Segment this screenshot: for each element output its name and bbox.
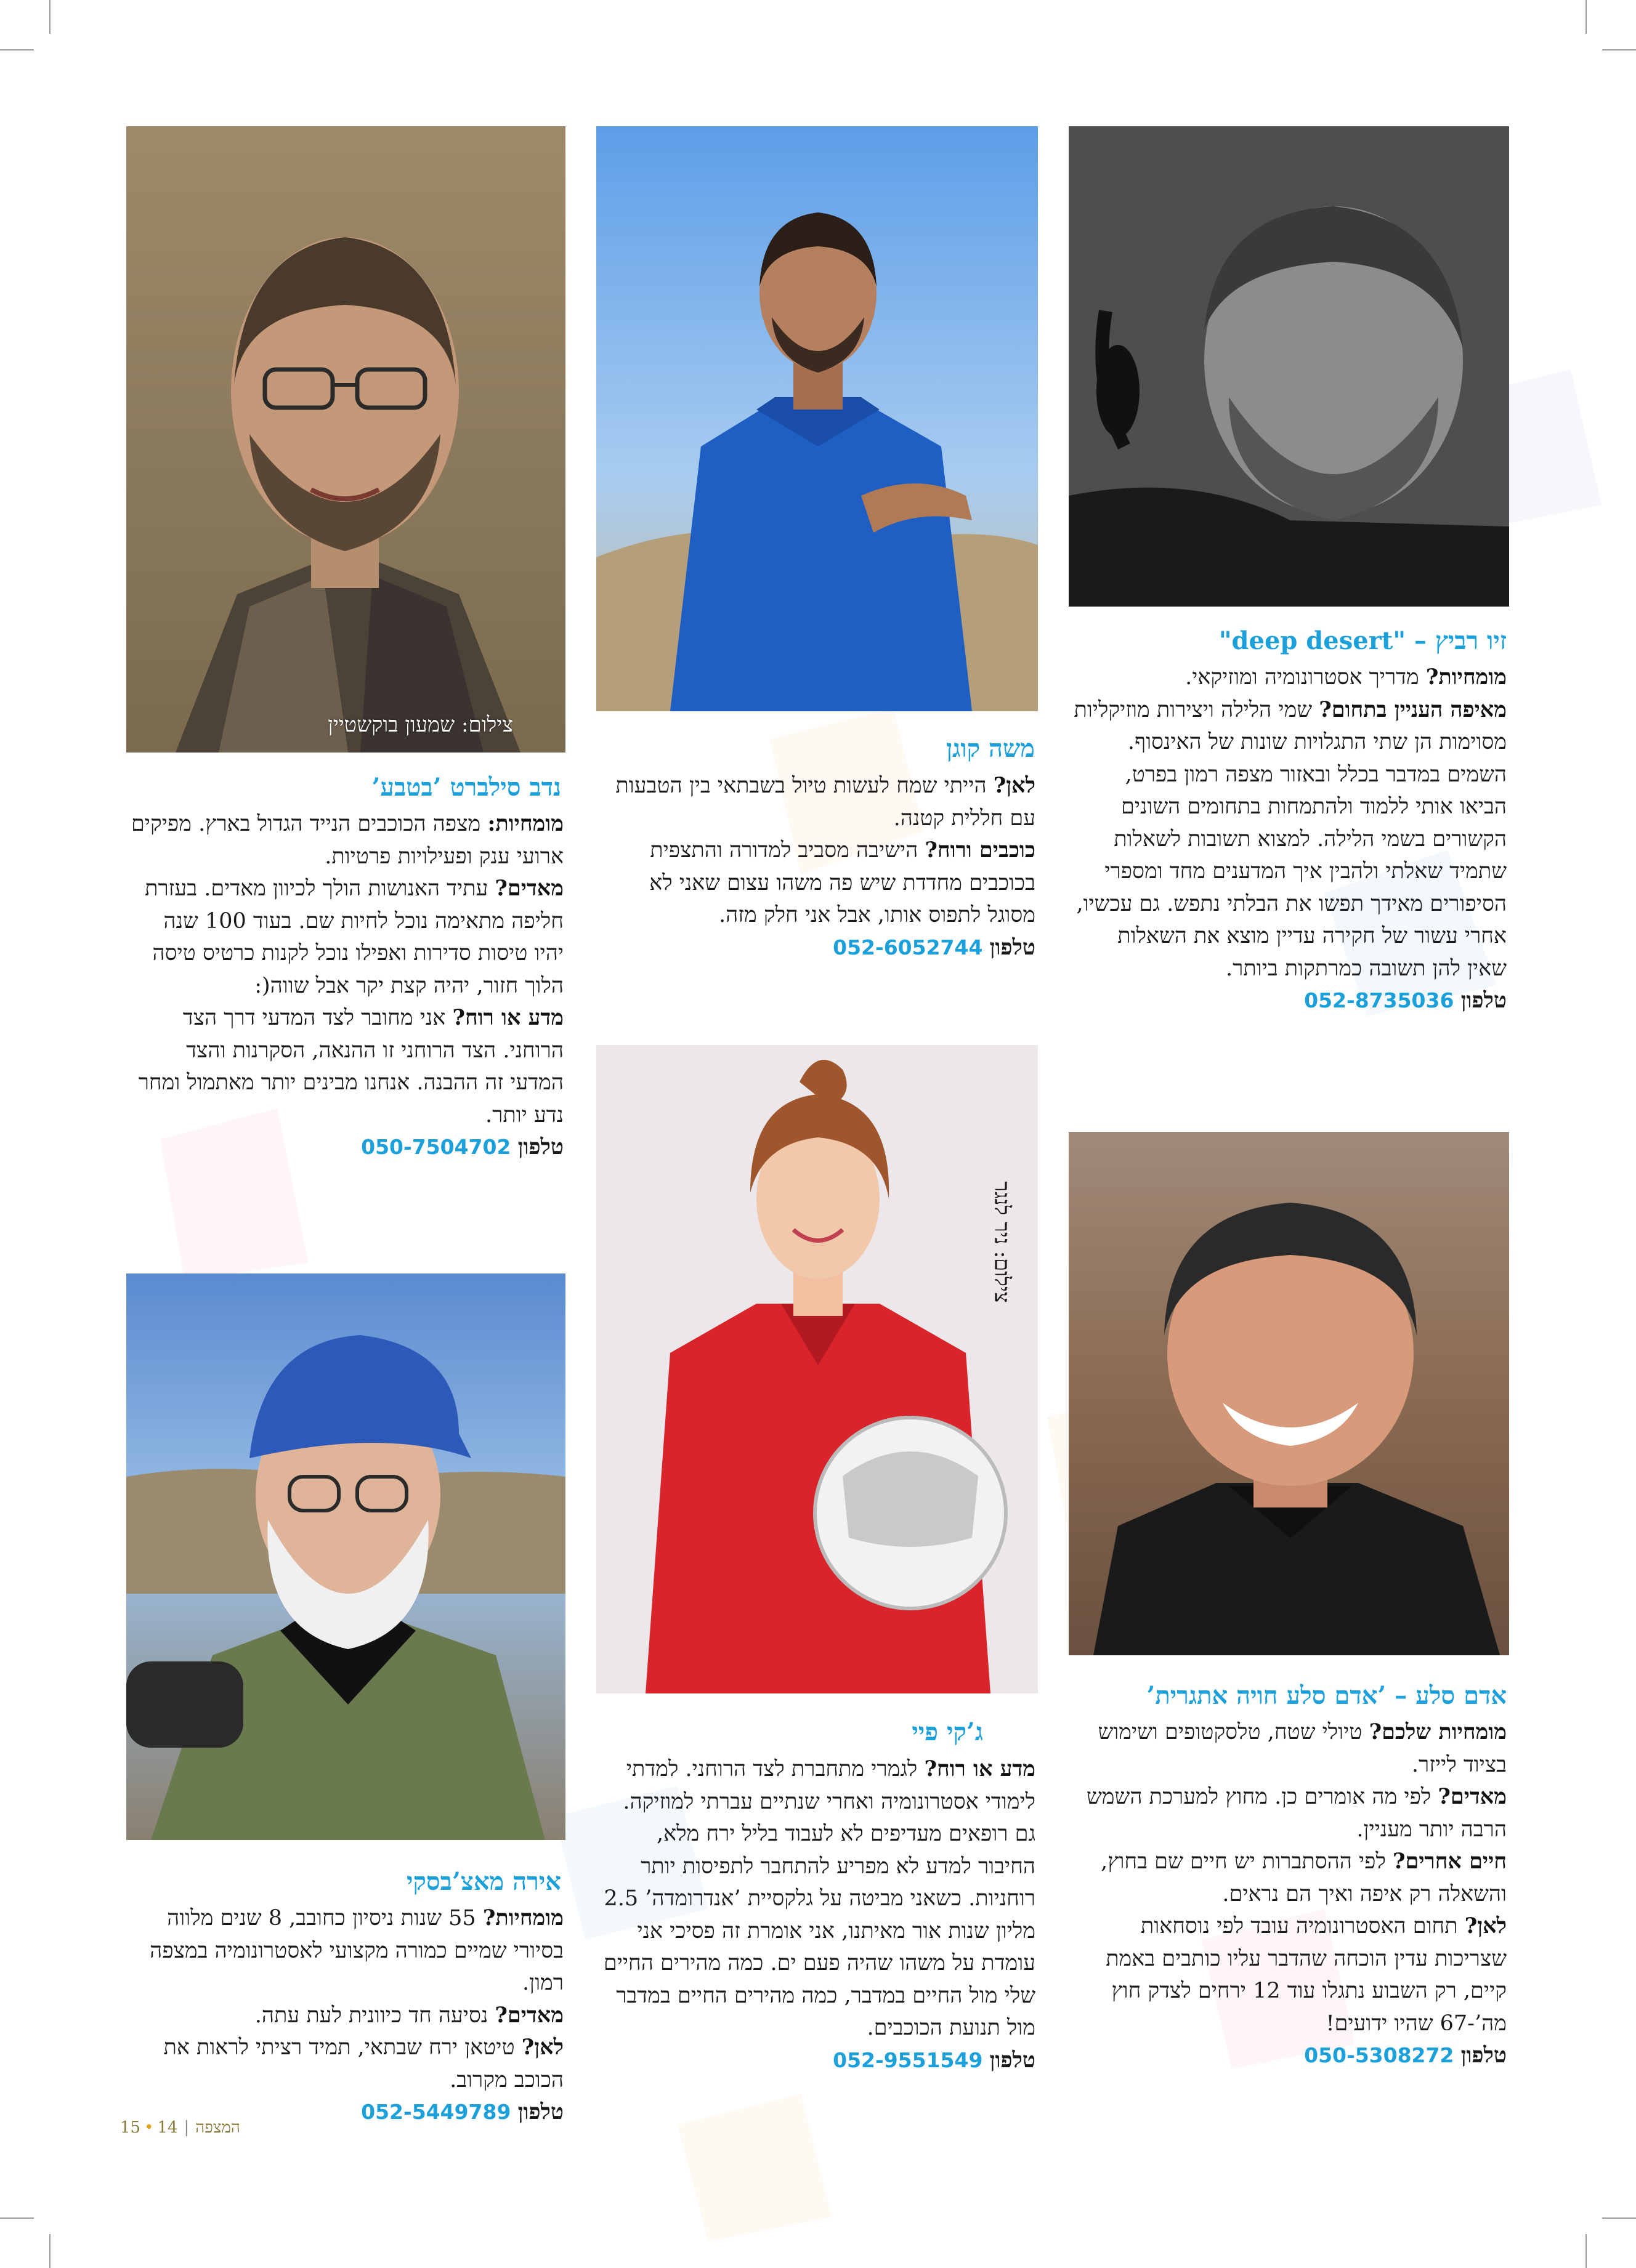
adam-text-1: טיולי שטח, טלסקטופים ושימוש בציוד לייזר.: [1098, 1720, 1507, 1777]
jackie-body: [601, 1753, 1035, 2076]
adam-phone-label: טלפון: [1460, 2043, 1507, 2068]
crop-mark: [49, 2234, 51, 2268]
adam-text-2: לפי מה אומרים כן. מחוץ למערכת השמש הרבה יותר מעניין.: [1087, 1785, 1507, 1842]
nadav-text-2: עתיד האנושות הולך לכיוון מאדים. בעזרת חליפה מתאימה נוכל לחיות שם. בעוד 100 שנה יהיו טיסות סדירות ואפילו נוכל לקנות כרטיס טיסה הלוך חזור, יהיה קצת יקר אבל שווה(:: [145, 876, 564, 998]
nadav-phone: 050-7504702: [361, 1135, 511, 1159]
ira-body: [129, 1902, 564, 2129]
adam-phone: 050-5308272: [1304, 2043, 1454, 2067]
crop-mark: [0, 49, 34, 50]
moshe-body: [601, 770, 1035, 964]
adam-body: [1072, 1716, 1507, 2072]
nadav-label-1: מומחיות:: [487, 811, 564, 836]
ira-label-2: מאדים?: [495, 2002, 564, 2028]
moshe-label-2: כוכבים ורוח?: [925, 837, 1035, 863]
crop-mark: [1602, 49, 1636, 50]
ira-phone-label: טלפון: [517, 2099, 564, 2125]
ziv-phone: 052-8735036: [1304, 988, 1454, 1012]
ira-text-3: טיטאן ירח שבתאי, תמיד רציתי לראות את הכוכב מקרוב.: [163, 2035, 564, 2092]
nadav-photo-credit: צילום: שמעון בוקשטיין: [328, 712, 513, 737]
adam-label-4: לאן?: [1464, 1913, 1507, 1939]
ziv-label-1: מומחיות?: [1425, 664, 1507, 690]
crop-mark: [0, 2218, 34, 2219]
adam-label-2: מאדים?: [1438, 1784, 1507, 1809]
moshe-photo: [596, 126, 1038, 711]
ziv-text-1: מדריך אסטרונומיה ומוזיקאי.: [1185, 665, 1426, 690]
nadav-phone-label: טלפון: [517, 1134, 564, 1160]
jackie-photo: [596, 1045, 1038, 1693]
ziv-photo: [1069, 126, 1509, 607]
ira-label-1: מומחיות?: [482, 1905, 564, 1931]
adam-name: אדם סלע – ’אדם סלע חויה אתגרית’: [1146, 1681, 1507, 1710]
ziv-phone-label: טלפון: [1460, 988, 1507, 1013]
ira-label-3: לאן?: [521, 2035, 564, 2060]
ziv-body: [1072, 661, 1507, 1017]
jackie-photo-credit: צילום: ניר לנגר: [989, 1181, 1014, 1303]
ziv-name: זיו רביץ – "deep desert": [1218, 626, 1507, 655]
adam-photo: [1069, 1132, 1509, 1655]
ira-text-1: 55 שנות ניסיון כחובב, 8 שנים מלווה בסיורי שמיים כמורה מקצועי לאסטרונומיה במצפה רמון.: [150, 1906, 564, 1995]
adam-text-3: לפי ההסתברות יש חיים שם בחוץ, והשאלה רק איפה ואיך הם נראים.: [1101, 1849, 1507, 1907]
moshe-label-1: לאן?: [993, 773, 1035, 798]
ziv-name-english: "deep desert": [1218, 626, 1406, 655]
nadav-label-2: מאדים?: [495, 876, 564, 901]
moshe-phone-label: טלפון: [989, 934, 1035, 960]
nadav-photo: [126, 126, 565, 753]
ira-name: אירה מאצ’בסקי: [407, 1867, 561, 1896]
ira-phone: 052-5449789: [361, 2100, 511, 2124]
ira-text-2: נסיעה חד כיוונית לעת עתה.: [254, 2003, 495, 2028]
footer-page-left: 14: [157, 2118, 178, 2137]
nadav-name: נדב סילברט ’בטבע’: [371, 773, 561, 802]
footer-magazine-name: המצפה: [195, 2118, 240, 2137]
nadav-body: [129, 808, 564, 1164]
nadav-text-1: מצפה הכוכבים הנייד הגדול בארץ. מפיקים ארועי ענק ופעילויות פרטיות.: [131, 812, 564, 869]
crop-mark: [1585, 2234, 1587, 2268]
moshe-name: משה קוגן: [946, 734, 1035, 763]
crop-mark: [1585, 0, 1587, 34]
adam-label-1: מומחיות שלכם?: [1369, 1719, 1507, 1745]
ziv-label-2: מאיפה העניין בתחום?: [1319, 696, 1507, 722]
jackie-phone: 052-9551549: [833, 2048, 983, 2072]
jackie-name: ג’קי פיי: [912, 1717, 983, 1746]
moshe-text-1: הייתי שמח לעשות טיול בשבתאי בין הטבעות עם חללית קטנה.: [615, 773, 1035, 831]
moshe-phone: 052-6052744: [833, 935, 983, 959]
ziv-text-2: שמי הלילה ויצירות מוזיקליות מסוימות הן שתי התגלויות שונות של האינסוף. השמים במדבר בכלל ובאזור מצפה רמון בפרט, הביאו אותי ללמוד ולהתמחות בתחומים השונים הקשורים בשמי הלילה. למצוא תשובות לשאלות שתמיד שאלתי ולהבין איך המדענים מחד ומספרי הסיפורים מאידך תפשו את הבלתי נתפש. גם עכשיו, אחרי עשור של חקירה עדיין מוצא את השאלות שאין להן תשובה כמרתקות ביותר.: [1074, 697, 1507, 981]
crop-mark: [49, 0, 51, 34]
moshe-text-2: הישיבה מסביב למדורה והתצפית בכוכבים מחדדת שיש פה משהו עצום שאני לא מסוגל לתפוס אותו, אבל אני חלק מזה.: [649, 838, 1035, 927]
footer-page-right: 15: [120, 2118, 141, 2137]
adam-text-4: תחום האסטרונומיה עובד לפי נוסחאות שצריכות עדין הוכחה שהדבר עליו כותבים באמת קיים, רק השבוע נתגלו עוד 12 ירחים לצדק חוץ מה’-67 שהיו ידועים!: [1106, 1914, 1507, 2036]
adam-label-3: חיים אחרים?: [1393, 1849, 1507, 1874]
ira-photo: [126, 1273, 565, 1840]
jackie-label-1: מדע או רוח?: [924, 1756, 1035, 1782]
page-footer: המצפה|15 • 14: [120, 2118, 240, 2137]
jackie-text-1: לגמרי מתחברת לצד הרוחני. למדתי לימודי אסטרונומיה ואחרי שנתיים עברתי למוזיקה. גם רופאים מעדיפים לא לעבוד בליל ירח מלא, החיבור למדע לא מפריע להתחבר לתפיסות יותר רוחניות. כשאני מביטה על גלקסיית ’אנדרומדה’ 2.5 מליון שנות אור מאיתנו, אני אומרת זה פסיכי אני עומדת על משהו שהיה פעם ים. כמה מהירים החיים שלי מול החיים במדבר, כמה מהירים החיים במדבר מול תנועת הכוכבים.: [603, 1757, 1035, 2040]
jackie-phone-label: טלפון: [989, 2047, 1035, 2073]
nadav-text-3: אני מחובר לצד המדעי דרך הצד הרוחני. הצד הרוחני זו ההנאה, הסקרנות והצד המדעי זה ההבנה. אנחנו מבינים יותר מאתמול ומחר נדע יותר.: [138, 1006, 564, 1128]
crop-mark: [1602, 2218, 1636, 2219]
nadav-label-3: מדע או רוח?: [452, 1005, 564, 1030]
